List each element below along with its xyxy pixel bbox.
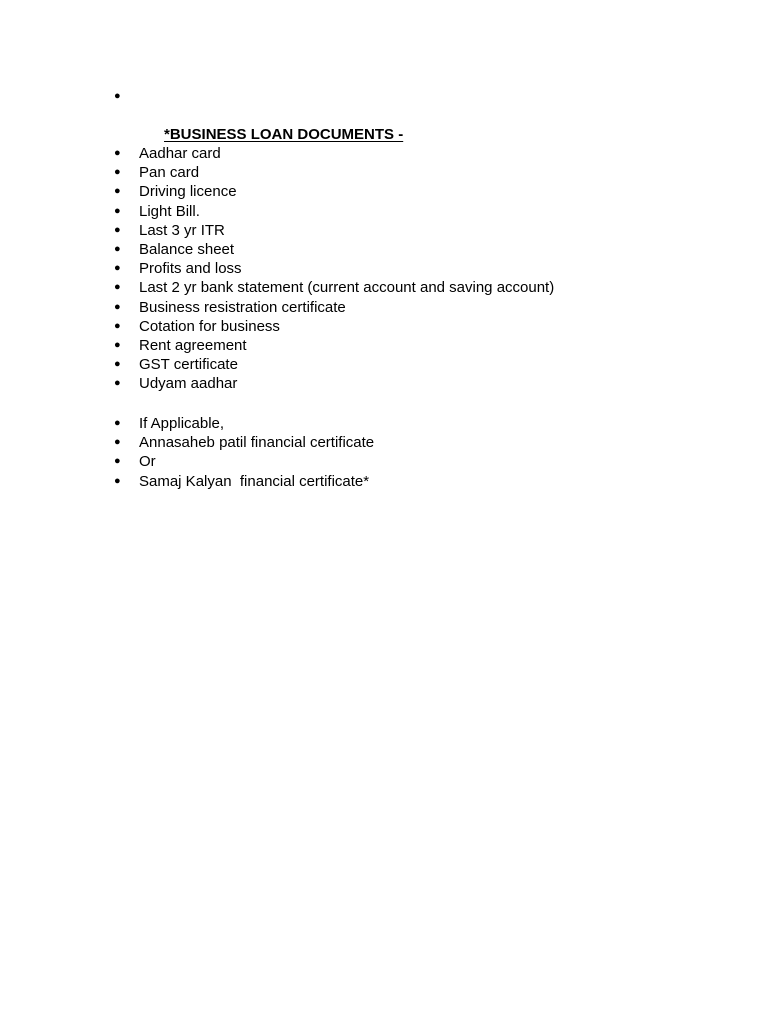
list-item (114, 355, 734, 374)
list-item-text: Balance sheet (139, 241, 235, 259)
bullet-icon: ● (114, 417, 121, 429)
list-item-text: Light Bill. (139, 202, 200, 220)
bullet-icon: ● (114, 262, 121, 275)
list-item-text: Business resistration certificate (139, 298, 346, 316)
bullet-icon: ● (114, 436, 121, 449)
list-item-text: Cotation for business (139, 317, 280, 335)
bullet-icon: ● (114, 455, 121, 468)
list-item-text: Rent agreement (139, 337, 247, 355)
bullet-icon: ● (114, 147, 121, 159)
list-item (114, 221, 734, 240)
bullet-icon: ● (114, 319, 121, 332)
bullet-icon: ● (114, 166, 121, 179)
list-item-text: Udyam aadhar (139, 375, 238, 393)
list-item-text: Driving licence (139, 183, 237, 201)
list-item-text: Pan card (139, 164, 200, 182)
list-item-text: Samaj Kalyan financial certificate* (139, 472, 370, 490)
list-item (114, 240, 734, 259)
list-item (114, 182, 734, 201)
bullet-icon: ● (114, 185, 121, 198)
list-item (114, 259, 734, 278)
bullet-icon: ● (114, 223, 121, 236)
bullet-icon: ● (114, 339, 121, 352)
list-item (114, 298, 734, 317)
document-title: *BUSINESS LOAN DOCUMENTS - (164, 126, 404, 144)
bullet-icon: ● (114, 90, 121, 102)
list-item (114, 472, 734, 491)
list-item (114, 336, 734, 355)
list-item (114, 414, 734, 433)
bullet-icon: ● (114, 358, 121, 371)
bullet-icon: ● (114, 243, 121, 256)
bullet-icon: ● (114, 377, 121, 390)
list-item-text: If Applicable, (139, 415, 225, 432)
list-item-text: Last 2 yr bank statement (current account and saving account) (139, 279, 555, 297)
list-item-text: Profits and loss (139, 260, 242, 278)
bullet-icon: ● (114, 281, 121, 294)
bullet-icon: ● (114, 474, 121, 487)
list-item (114, 202, 734, 221)
bullet-icon: ● (114, 204, 121, 217)
list-item-text: Annasaheb patil financial certificate (139, 434, 375, 452)
list-item (114, 278, 734, 297)
bullet-icon: ● (114, 300, 121, 313)
list-item (114, 317, 734, 336)
list-item-text: Or (139, 453, 156, 471)
list-item (114, 144, 734, 163)
list-item (114, 452, 734, 471)
list-item (114, 163, 734, 182)
documents-list (114, 144, 734, 394)
applicable-list (114, 414, 734, 491)
list-item-text: GST certificate (139, 356, 238, 374)
list-item (114, 374, 734, 393)
list-item-text: Aadhar card (139, 145, 221, 162)
list-item-text: Last 3 yr ITR (139, 221, 225, 239)
list-item (114, 433, 734, 452)
